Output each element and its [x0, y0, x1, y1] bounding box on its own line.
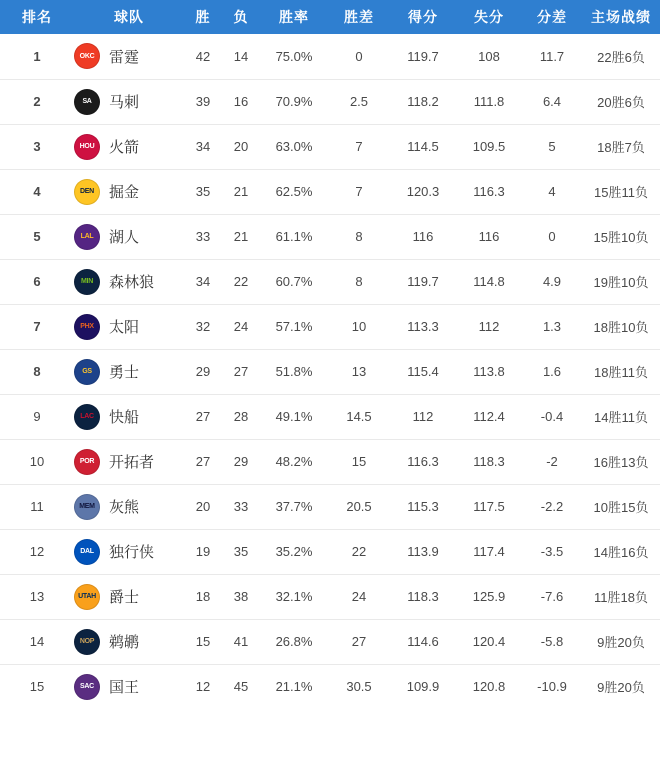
header-home-record: 主场战绩	[582, 0, 660, 34]
point-diff-cell: 1.6	[522, 349, 582, 394]
losses-cell: 27	[222, 349, 260, 394]
games-behind-cell: 15	[328, 439, 390, 484]
losses-cell: 45	[233, 679, 249, 695]
win-pct-cell: 32.1%	[260, 574, 328, 619]
rank-cell: 2	[0, 79, 74, 124]
home-record-cell: 10胜15负	[582, 484, 660, 529]
home-record-cell: 18胜7负	[582, 124, 660, 169]
team-logo-icon: OKC	[74, 43, 100, 69]
team-name: 开拓者	[109, 454, 155, 471]
team-logo-icon: LAC	[74, 404, 100, 430]
points-for-cell: 114.6	[390, 619, 456, 664]
points-against-cell: 118.3	[456, 439, 522, 484]
table-header	[0, 0, 660, 34]
team-cell[interactable]	[74, 304, 184, 349]
points-for-cell: 109.9	[406, 679, 440, 695]
rank-cell: 12	[0, 529, 74, 574]
home-record-cell: 15胜10负	[582, 214, 660, 259]
team-name: 湖人	[109, 229, 140, 246]
team-cell[interactable]	[74, 169, 184, 214]
point-diff-cell: 5	[522, 124, 582, 169]
points-for-cell: 112	[390, 394, 456, 439]
point-diff-cell: 6.4	[522, 79, 582, 124]
games-behind-cell: 22	[328, 529, 390, 574]
team-logo-icon: MIN	[74, 269, 100, 295]
rank-cell: 1	[0, 34, 74, 79]
point-diff-cell: 0	[522, 214, 582, 259]
wins-cell: 27	[184, 394, 222, 439]
games-behind-cell: 27	[328, 619, 390, 664]
team-cell[interactable]	[74, 34, 184, 79]
points-for-cell: 119.7	[390, 259, 456, 304]
team-cell[interactable]	[74, 574, 184, 619]
point-diff-cell: -0.4	[522, 394, 582, 439]
table-row[interactable]	[0, 259, 660, 304]
win-pct-cell: 37.7%	[260, 484, 328, 529]
wins-cell: 42	[184, 34, 222, 79]
team-cell[interactable]	[74, 349, 184, 394]
win-pct-cell: 26.8%	[260, 619, 328, 664]
home-record-cell: 11胜18负	[582, 574, 660, 619]
points-against-cell: 109.5	[456, 124, 522, 169]
win-pct-cell: 57.1%	[260, 304, 328, 349]
games-behind-cell: 13	[328, 349, 390, 394]
header-win-pct: 胜率	[260, 0, 328, 34]
table-row[interactable]	[0, 529, 660, 574]
losses-cell: 33	[222, 484, 260, 529]
rank-cell: 8	[0, 349, 74, 394]
wins-cell: 32	[184, 304, 222, 349]
losses-cell: 14	[222, 34, 260, 79]
points-for-cell: 115.4	[390, 349, 456, 394]
games-behind-cell: 2.5	[328, 79, 390, 124]
points-against-cell: 117.4	[456, 529, 522, 574]
point-diff-cell: -10.9	[537, 679, 567, 695]
rank-cell: 7	[0, 304, 74, 349]
table-row[interactable]	[0, 349, 660, 394]
games-behind-cell: 24	[328, 574, 390, 619]
points-for-cell: 118.3	[390, 574, 456, 619]
team-name: 鹈鹕	[109, 634, 140, 651]
win-pct-cell: 49.1%	[260, 394, 328, 439]
points-for-cell: 114.5	[390, 124, 456, 169]
wins-cell: 18	[184, 574, 222, 619]
losses-cell: 29	[222, 439, 260, 484]
points-for-cell: 116.3	[390, 439, 456, 484]
points-against-cell: 114.8	[456, 259, 522, 304]
home-record-cell: 22胜6负	[582, 34, 660, 79]
team-logo-icon: SA	[74, 89, 100, 115]
table-row[interactable]	[0, 439, 660, 484]
team-name: 国王	[109, 679, 140, 697]
win-pct-cell: 75.0%	[260, 34, 328, 79]
point-diff-cell: 11.7	[522, 34, 582, 79]
win-pct-cell: 60.7%	[260, 259, 328, 304]
table-row[interactable]	[0, 394, 660, 439]
table-row[interactable]	[0, 619, 660, 664]
games-behind-cell: 8	[328, 214, 390, 259]
team-name: 快船	[109, 409, 140, 426]
point-diff-cell: -5.8	[522, 619, 582, 664]
point-diff-cell: 4	[522, 169, 582, 214]
table-row[interactable]	[0, 304, 660, 349]
rank-cell: 5	[0, 214, 74, 259]
win-pct-cell: 51.8%	[260, 349, 328, 394]
header-points-against: 失分	[456, 0, 522, 34]
rank-cell: 3	[0, 124, 74, 169]
losses-cell: 22	[222, 259, 260, 304]
games-behind-cell: 30.5	[346, 679, 372, 695]
games-behind-cell: 20.5	[328, 484, 390, 529]
points-for-cell: 113.9	[390, 529, 456, 574]
team-cell[interactable]	[74, 259, 184, 304]
table-row[interactable]	[0, 484, 660, 529]
wins-cell: 34	[184, 124, 222, 169]
table-row[interactable]	[0, 124, 660, 169]
rank-cell: 14	[0, 619, 74, 664]
rank-cell: 11	[0, 484, 74, 529]
rank-cell: 15	[29, 679, 45, 695]
games-behind-cell: 7	[328, 169, 390, 214]
team-logo-icon: UTAH	[74, 584, 100, 610]
home-record-cell: 14胜16负	[582, 529, 660, 574]
team-cell[interactable]	[74, 439, 184, 484]
team-name: 太阳	[109, 319, 140, 336]
losses-cell: 41	[222, 619, 260, 664]
team-name: 灰熊	[109, 499, 140, 516]
home-record-cell: 15胜11负	[582, 169, 660, 214]
team-cell[interactable]	[74, 529, 184, 574]
points-for-cell: 119.7	[390, 34, 456, 79]
table-row[interactable]	[0, 79, 660, 124]
losses-cell: 16	[222, 79, 260, 124]
team-logo-icon: HOU	[74, 134, 100, 160]
point-diff-cell: -2	[522, 439, 582, 484]
point-diff-cell: -3.5	[522, 529, 582, 574]
losses-cell: 38	[222, 574, 260, 619]
losses-cell: 21	[222, 169, 260, 214]
points-against-cell: 112	[456, 304, 522, 349]
games-behind-cell: 14.5	[328, 394, 390, 439]
losses-cell: 35	[222, 529, 260, 574]
losses-cell: 20	[222, 124, 260, 169]
rank-cell: 9	[0, 394, 74, 439]
team-cell[interactable]	[74, 79, 184, 124]
rank-cell: 10	[0, 439, 74, 484]
losses-cell: 24	[222, 304, 260, 349]
win-pct-cell: 35.2%	[260, 529, 328, 574]
point-diff-cell: 4.9	[522, 259, 582, 304]
team-name: 火箭	[109, 139, 140, 156]
team-logo-icon: GS	[74, 359, 100, 385]
home-record-cell: 16胜13负	[582, 439, 660, 484]
wins-cell: 35	[184, 169, 222, 214]
points-for-cell: 116	[390, 214, 456, 259]
points-against-cell: 120.4	[456, 619, 522, 664]
wins-cell: 29	[184, 349, 222, 394]
header-team: 球队	[74, 0, 184, 34]
home-record-cell: 9胜20负	[597, 680, 645, 696]
team-logo-icon: PHX	[74, 314, 100, 340]
home-record-cell: 20胜6负	[582, 79, 660, 124]
points-against-cell: 125.9	[456, 574, 522, 619]
table-row[interactable]	[0, 664, 660, 709]
games-behind-cell: 0	[328, 34, 390, 79]
team-cell[interactable]	[74, 664, 184, 709]
rank-cell: 13	[0, 574, 74, 619]
points-for-cell: 118.2	[390, 79, 456, 124]
header-row	[0, 0, 660, 34]
points-for-cell: 115.3	[390, 484, 456, 529]
wins-cell: 27	[184, 439, 222, 484]
points-against-cell: 112.4	[456, 394, 522, 439]
team-name: 马刺	[109, 94, 140, 111]
losses-cell: 28	[222, 394, 260, 439]
point-diff-cell: -2.2	[522, 484, 582, 529]
wins-cell: 12	[195, 679, 211, 695]
team-name: 森林狼	[109, 274, 155, 291]
home-record-cell: 14胜11负	[582, 394, 660, 439]
team-cell[interactable]	[74, 484, 184, 529]
team-name: 掘金	[109, 184, 140, 201]
win-pct-cell: 70.9%	[260, 79, 328, 124]
team-logo-icon: NOP	[74, 629, 100, 655]
games-behind-cell: 8	[328, 259, 390, 304]
home-record-cell: 18胜11负	[582, 349, 660, 394]
wins-cell: 34	[184, 259, 222, 304]
home-record-cell: 9胜20负	[582, 619, 660, 664]
home-record-cell: 19胜10负	[582, 259, 660, 304]
wins-cell: 20	[184, 484, 222, 529]
win-pct-cell: 21.1%	[275, 679, 313, 695]
home-record-cell: 18胜10负	[582, 304, 660, 349]
games-behind-cell: 7	[328, 124, 390, 169]
team-name: 雷霆	[109, 48, 140, 66]
points-against-cell: 111.8	[456, 79, 522, 124]
team-logo-icon: LAL	[74, 224, 100, 250]
points-for-cell: 120.3	[390, 169, 456, 214]
table-row[interactable]	[0, 574, 660, 619]
team-logo-icon: POR	[74, 449, 100, 475]
header-games-behind: 胜差	[328, 0, 390, 34]
team-name: 独行侠	[109, 544, 155, 561]
win-pct-cell: 48.2%	[260, 439, 328, 484]
table-row[interactable]	[0, 214, 660, 259]
team-name: 爵士	[109, 589, 140, 606]
points-against-cell: 116.3	[456, 169, 522, 214]
header-losses: 负	[222, 0, 260, 34]
win-pct-cell: 62.5%	[260, 169, 328, 214]
losses-cell: 21	[222, 214, 260, 259]
rank-cell: 4	[0, 169, 74, 214]
team-logo-icon: MEM	[74, 494, 100, 520]
table-body	[0, 34, 660, 709]
points-against-cell: 117.5	[456, 484, 522, 529]
win-pct-cell: 61.1%	[260, 214, 328, 259]
games-behind-cell: 10	[328, 304, 390, 349]
table-row[interactable]	[0, 169, 660, 214]
rank-cell: 6	[0, 259, 74, 304]
point-diff-cell: -7.6	[522, 574, 582, 619]
table-row[interactable]	[0, 34, 660, 79]
points-against-cell: 113.8	[456, 349, 522, 394]
wins-cell: 39	[184, 79, 222, 124]
header-rank: 排名	[0, 0, 74, 34]
team-logo-icon: DEN	[74, 179, 100, 205]
team-logo-icon: DAL	[74, 539, 100, 565]
team-logo-icon: SAC	[74, 674, 100, 700]
wins-cell: 19	[184, 529, 222, 574]
team-name: 勇士	[109, 364, 140, 381]
point-diff-cell: 1.3	[522, 304, 582, 349]
header-point-diff: 分差	[522, 0, 582, 34]
header-points-for: 得分	[390, 0, 456, 34]
points-against-cell: 116	[456, 214, 522, 259]
team-cell[interactable]	[74, 394, 184, 439]
team-cell[interactable]	[74, 214, 184, 259]
win-pct-cell: 63.0%	[260, 124, 328, 169]
team-cell[interactable]	[74, 619, 184, 664]
header-wins: 胜	[184, 0, 222, 34]
points-against-cell: 108	[456, 34, 522, 79]
wins-cell: 15	[184, 619, 222, 664]
points-against-cell: 120.8	[472, 679, 506, 695]
team-cell[interactable]	[74, 124, 184, 169]
wins-cell: 33	[184, 214, 222, 259]
points-for-cell: 113.3	[390, 304, 456, 349]
